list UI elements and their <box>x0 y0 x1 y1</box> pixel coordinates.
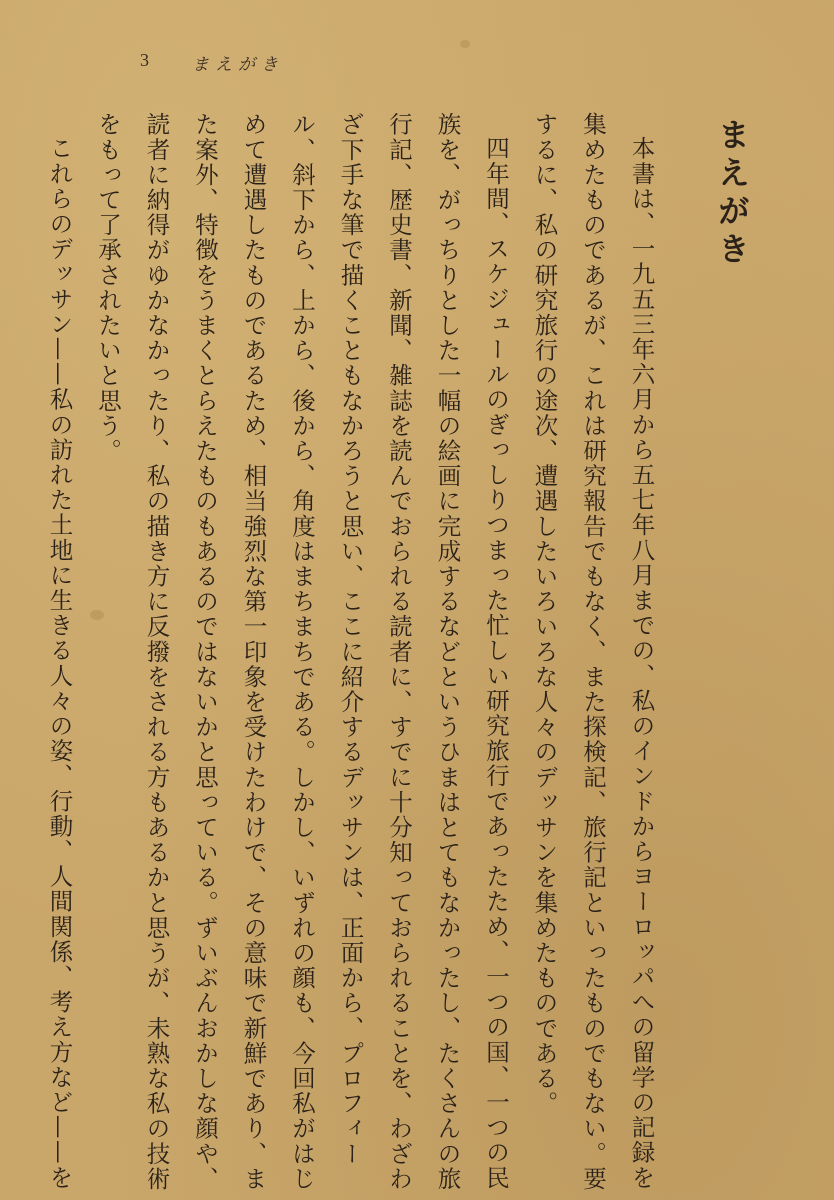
paragraph-3: これらのデッサン——私の訪れた土地に生きる人々の姿、行動、人間関係、考え方など——を <box>45 135 74 1190</box>
paragraph-1: 本書は、一九五三年六月から五七年八月までの、私のインドからヨーロッパへの留学の記録を集めたものであるが、これは研究報告でもなく、また探検記、旅行記といったものでもない。要するに、私の研究旅行の途次、遭遇したいろいろな人々のデッサンを集めたものである。 <box>530 112 656 1192</box>
page-number: 3 <box>140 50 149 70</box>
vertical-body-text <box>45 112 756 1192</box>
paper-stain <box>460 40 470 48</box>
paragraph-2: 四年間、スケジュールのぎっしりつまった忙しい研究旅行であったため、一つの国、一つの民族を、がっちりとした一幅の絵画に完成するなどというひまはとてもなかったし、たくさんの旅行記、歴史書、新聞、雑誌を読んでおられる読者に、すでに十分知っておられることを、わざわざ下手な筆で描くこともなかろうと思い、ここに紹介するデッサンは、正面から、プロフィール、斜下から、上から、後から、角度はまちまちである。しかし、いずれの顔も、今回私がはじめて遭遇したものであるため、相当強烈な第一印象を受けたわけで、その意味で新鮮であり、また案外、特徴をうまくとらえたものもあるのではないかと思っている。ずいぶんおかしな顔や、読者に納得がゆかなかったり、私の描き方に反撥をされる方もあるかと思うが、未熟な私の技術をもって了承されたいと思う。 <box>94 112 510 1192</box>
chapter-heading: まえがき <box>713 118 751 270</box>
running-title: まえがき <box>192 55 284 75</box>
